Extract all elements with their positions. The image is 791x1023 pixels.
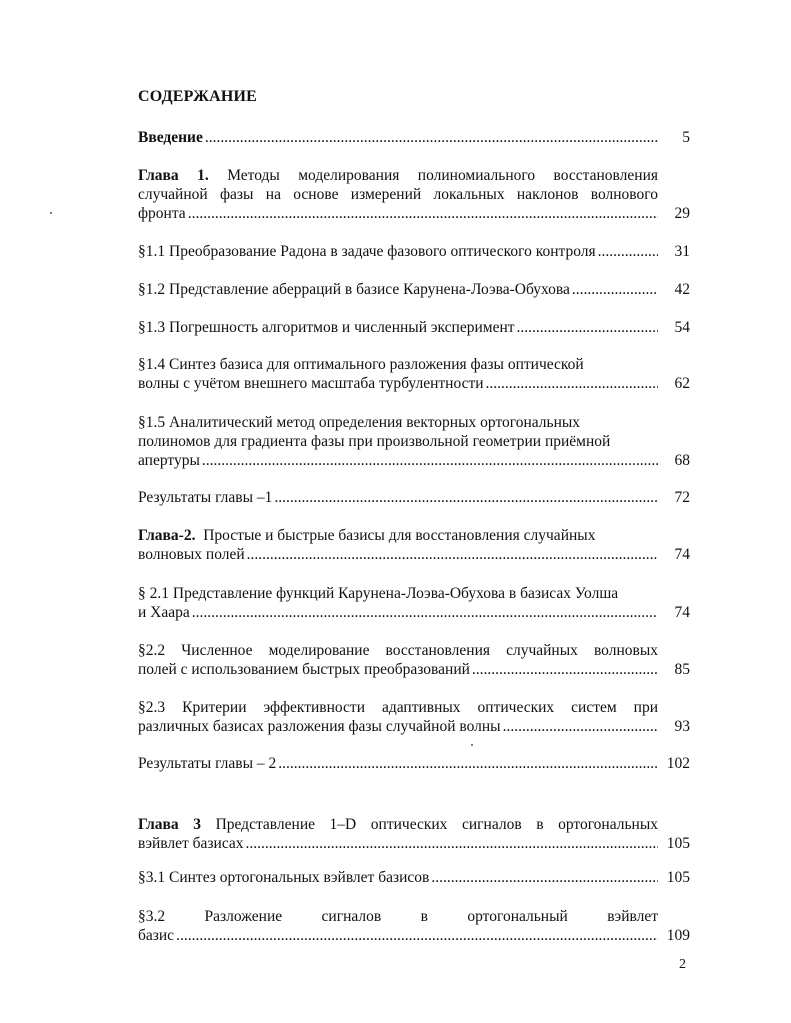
toc-entry-line: волны с учётом внешнего масштаба турбулентности (138, 375, 484, 392)
toc-entry-line: §3.2 Разложение сигналов в ортогональный вэйвлет (138, 908, 658, 925)
toc-page-number: 54 (674, 319, 690, 336)
scan-speck (471, 744, 473, 746)
toc-page-number: 74 (674, 546, 690, 563)
toc-entry-line: базис (138, 927, 175, 944)
toc-entry-title: §1.1 Преобразование Радона в задаче фазового оптического контроля (138, 243, 596, 260)
dot-leader (202, 451, 658, 470)
toc-page-number: 31 (674, 243, 690, 260)
dot-leader (517, 318, 658, 337)
toc-entry-title: §1.2 Представление аберраций в базисе Карунена-Лоэва-Обухова (138, 281, 570, 298)
dot-leader (176, 926, 658, 945)
toc-page-number: 29 (674, 205, 690, 222)
toc-entry-results-1[interactable] (138, 488, 690, 507)
toc-entry-title: §1.3 Погрешность алгоритмов и численный эксперимент (138, 319, 515, 336)
toc-entry-line: Глава 1. Методы моделирования полиномиального восстановления (138, 167, 658, 184)
dot-leader (188, 204, 658, 223)
toc-entry-section-1-3[interactable] (138, 318, 690, 337)
chapter-label: Глава 3 (138, 816, 201, 833)
toc-entry-line: вэйвлет базисах (138, 835, 244, 852)
toc-entry-section-2-2[interactable] (138, 641, 690, 679)
toc-entry-line: случайной фазы на основе измерений локальных наклонов волнового (138, 186, 658, 203)
toc-entry-line: полиномов для градиента фазы при произвольной геометрии приёмной (138, 433, 611, 450)
toc-entry-line: Глава 3 Представление 1–D оптических сигналов в ортогональных (138, 816, 658, 833)
toc-entry-section-2-1[interactable] (138, 584, 690, 622)
toc-entry-section-1-4[interactable] (138, 355, 690, 393)
toc-entry-section-1-1[interactable] (138, 242, 690, 261)
dot-leader (572, 280, 658, 299)
toc-entry-line: апертуры (138, 452, 200, 469)
toc-entry-line: § 2.1 Представление функций Карунена-Лоэва-Обухова в базисах Уолша (138, 585, 619, 602)
dot-leader (247, 545, 658, 564)
dot-leader (503, 717, 658, 736)
toc-page-number: 42 (674, 281, 690, 298)
toc-entry-title: Результаты главы –1 (138, 489, 273, 506)
toc-entry-section-3-1[interactable] (138, 868, 690, 887)
toc-entry-line: §1.5 Аналитический метод определения векторных ортогональных (138, 414, 581, 431)
dot-leader (486, 374, 658, 393)
toc-page-number: 68 (674, 452, 690, 469)
toc-entry-results-2[interactable] (138, 754, 690, 773)
chapter-label: Глава-2. (138, 527, 196, 544)
chapter-label: Глава 1. (138, 167, 209, 184)
dot-leader (598, 242, 658, 261)
toc-entry-line: полей с использованием быстрых преобразований (138, 661, 470, 678)
toc-entry-line: волновых полей (138, 546, 245, 563)
toc-entry-introduction[interactable] (138, 128, 690, 147)
toc-entry-line: §2.3 Критерии эффективности адаптивных оптических систем при (138, 699, 658, 716)
toc-page-number: 5 (682, 129, 690, 146)
toc-page-number: 93 (674, 718, 690, 735)
dot-leader (472, 660, 658, 679)
toc-page-number: 109 (666, 927, 690, 944)
toc-entry-section-2-3[interactable] (138, 698, 690, 736)
toc-entry-line: §1.4 Синтез базиса для оптимального разложения фазы оптической (138, 356, 584, 373)
toc-page-number: 105 (666, 835, 690, 852)
toc-entry-section-1-2[interactable] (138, 280, 690, 299)
toc-entry-section-1-5[interactable] (138, 413, 690, 470)
dot-leader (192, 603, 658, 622)
dot-leader (274, 488, 658, 507)
scan-speck (50, 212, 52, 214)
page-number: 2 (679, 957, 686, 972)
dot-leader (278, 754, 658, 773)
toc-page-number: 74 (674, 604, 690, 621)
dot-leader (246, 834, 658, 853)
dot-leader (431, 868, 658, 887)
toc-entry-title: Результаты главы – 2 (138, 755, 277, 772)
toc-entry-title: §3.1 Синтез ортогональных вэйвлет базисов (138, 869, 430, 886)
toc-entry-line: и Хаара (138, 604, 190, 621)
toc-page-number: 102 (666, 755, 690, 772)
toc-page-number: 72 (674, 489, 690, 506)
toc-page-number: 105 (666, 869, 690, 886)
toc-entry-line: фронта (138, 205, 186, 222)
toc-entry-title: Введение (138, 129, 203, 146)
dot-leader (205, 128, 658, 147)
toc-entry-line: различных базисах разложения фазы случайной волны (138, 718, 501, 735)
toc-entry-chapter-1[interactable] (138, 166, 690, 223)
toc-page-number: 62 (674, 375, 690, 392)
toc-entry-line: §2.2 Численное моделирование восстановления случайных волновых (138, 642, 658, 659)
toc-page-number: 85 (674, 661, 690, 678)
toc-entry-chapter-2[interactable] (138, 526, 690, 564)
toc-entry-section-3-2[interactable] (138, 907, 690, 945)
toc-entry-line: Глава-2. Простые и быстрые базисы для восстановления случайных (138, 527, 596, 544)
page-title: СОДЕРЖАНИЕ (138, 88, 258, 105)
toc-entry-chapter-3[interactable] (138, 815, 690, 853)
